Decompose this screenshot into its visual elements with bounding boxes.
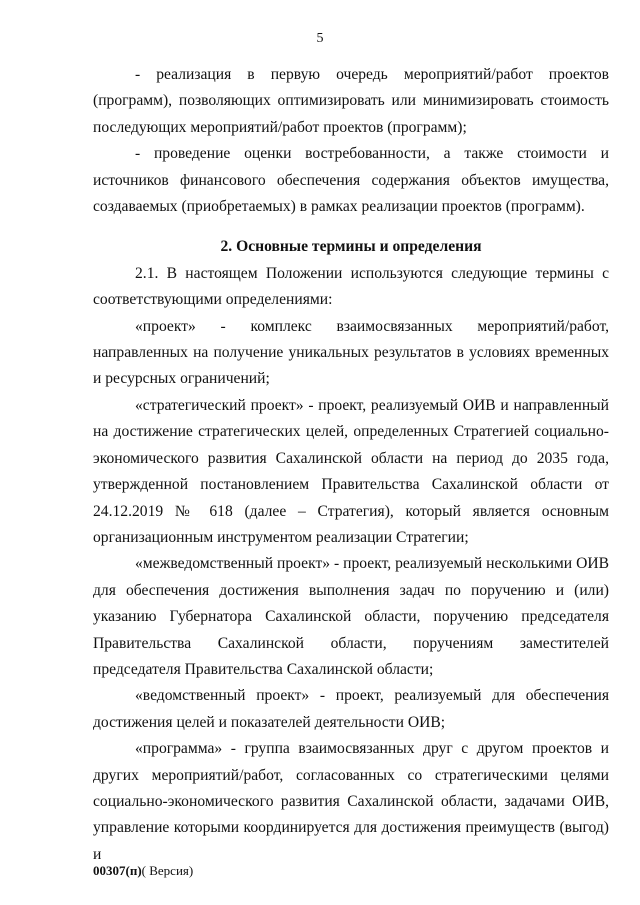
definition-interagency-project-paragraph: «межведомственный проект» - проект, реализуемый несколькими ОИВ для обеспечения достижения выполнения задач по поручению и (или) указанию Губернатора Сахалинской области, поручению председателя Правительства Сахалинской области, поручениям заместителей председателя Правительства Сахалинской области; (93, 555, 609, 678)
section-heading: 2. Основные термины и определения (220, 238, 482, 256)
bullet-paragraph-1: - реализация в первую очередь мероприятий/работ проектов (программ), позволяющих оптимизировать или минимизировать стоимость последующих мероприятий/работ проектов (программ); (93, 66, 609, 136)
document-version-label: ( Версия) (141, 863, 194, 878)
definition-departmental-project-paragraph: «ведомственный проект» - проект, реализуемый для обеспечения достижения целей и показателей деятельности ОИВ; (93, 687, 609, 731)
document-code: 00307(п) (93, 863, 142, 878)
bullet-paragraph-2: - проведение оценки востребованности, а также стоимости и источников финансового обеспечения содержания объектов имущества, создаваемых (приобретаемых) в рамках реализации проектов (программ). (93, 145, 609, 216)
document-body (93, 62, 609, 868)
definition-project-paragraph: «проект» - комплекс взаимосвязанных мероприятий/работ, направленных на получение уникальных результатов в условиях временных и ресурсных ограничений; (93, 317, 609, 388)
definition-program-paragraph: «программа» - группа взаимосвязанных друг с другом проектов и других мероприятий/работ, согласованных со стратегическими целями социально-экономического развития Сахалинской области, задачами ОИВ, управление которыми координируется для достижения преимуществ (выгод) и (93, 740, 609, 863)
document-footer (93, 863, 193, 879)
definition-strategic-project-paragraph: «стратегический проект» - проект, реализуемый ОИВ и направленный на достижение стратегических целей, определенных Стратегией социально-экономического развития Сахалинской области на период до 2035 года, утвержденной постановлением Правительства Сахалинской области от 24.12.2019 № 618 (далее – Стратегия), который является основным организационным инструментом реализации Стратегии; (93, 396, 609, 546)
page-number: 5 (316, 31, 324, 46)
definition-intro-paragraph: 2.1. В настоящем Положении используются следующие термины с соответствующими определениями: (93, 264, 609, 309)
